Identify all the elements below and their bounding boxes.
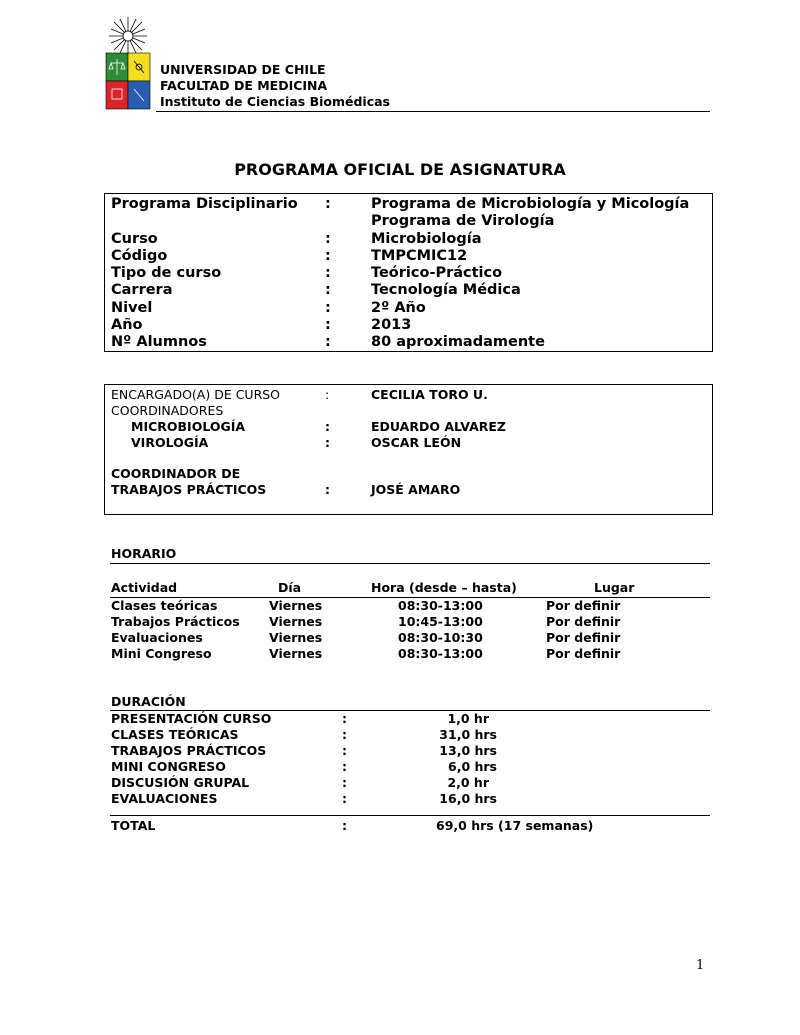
- duration-label: TRABAJOS PRÁCTICOS: [111, 743, 267, 758]
- schedule-cell: 08:30-10:30: [398, 630, 483, 645]
- page-title: PROGRAMA OFICIAL DE ASIGNATURA: [234, 160, 566, 179]
- schedule-cell: Evaluaciones: [111, 630, 203, 645]
- duration-label: CLASES TEÓRICAS: [111, 727, 239, 742]
- viro-label: VIROLOGÍA: [131, 435, 209, 450]
- info-label: Curso: [111, 231, 158, 247]
- schedule-cell: Por definir: [546, 646, 621, 661]
- schedule-cell: 10:45-13:00: [398, 614, 483, 629]
- duration-sep: :: [342, 791, 347, 806]
- schedule-cell: Trabajos Prácticos: [111, 614, 240, 629]
- faculty-name: FACULTAD DE MEDICINA: [160, 78, 328, 93]
- schedule-cell: 08:30-13:00: [398, 598, 483, 613]
- total-value: 69,0 hrs (17 semanas): [436, 818, 594, 833]
- page-number: 1: [696, 958, 705, 973]
- micro-sep: :: [325, 419, 330, 434]
- schedule-cell: Por definir: [546, 614, 621, 629]
- duration-value: 13,0 hrs: [439, 743, 497, 758]
- info-sep: :: [325, 300, 331, 316]
- schedule-cell: Por definir: [546, 630, 621, 645]
- schedule-cell: Mini Congreso: [111, 646, 212, 661]
- duration-label: DISCUSIÓN GRUPAL: [111, 775, 250, 790]
- institute-name: Instituto de Ciencias Biomédicas: [160, 94, 390, 109]
- info-label: Código: [111, 248, 168, 264]
- encargado-label: ENCARGADO(A) DE CURSO: [111, 387, 281, 402]
- tp-sep: :: [325, 482, 330, 497]
- duration-heading: DURACIÓN: [111, 694, 186, 709]
- schedule-heading-rule: [110, 563, 710, 564]
- duration-sep: :: [342, 711, 347, 726]
- info-value: Teórico-Práctico: [371, 265, 503, 281]
- encargado-sep: :: [325, 387, 330, 402]
- schedule-cell: Clases teóricas: [111, 598, 218, 613]
- duration-value: 2,0 hr: [447, 775, 489, 790]
- viro-value: OSCAR LEÓN: [371, 435, 462, 450]
- micro-label: MICROBIOLOGÍA: [131, 419, 246, 434]
- schedule-col-header: Actividad: [111, 580, 178, 595]
- duration-label: EVALUACIONES: [111, 791, 218, 806]
- schedule-cell: Viernes: [269, 646, 323, 661]
- info-sep: :: [325, 282, 331, 298]
- info-sep: :: [325, 231, 331, 247]
- encargado-value: CECILIA TORO U.: [371, 387, 488, 402]
- university-name: UNIVERSIDAD DE CHILE: [160, 62, 326, 77]
- duration-sep: :: [342, 743, 347, 758]
- schedule-col-header: Día: [278, 580, 302, 595]
- university-logo: [104, 15, 152, 111]
- total-label: TOTAL: [111, 818, 156, 833]
- duration-label: MINI CONGRESO: [111, 759, 226, 774]
- info-label: Tipo de curso: [111, 265, 222, 281]
- info-value: Microbiología: [371, 231, 482, 247]
- info-sep: :: [325, 248, 331, 264]
- info-sep: :: [325, 265, 331, 281]
- duration-sep: :: [342, 775, 347, 790]
- duration-label: PRESENTACIÓN CURSO: [111, 711, 272, 726]
- info-value: Tecnología Médica: [371, 282, 521, 298]
- info-label: Carrera: [111, 282, 173, 298]
- info-value: TMPCMIC12: [371, 248, 468, 264]
- info-sep: :: [325, 334, 331, 350]
- schedule-col-header: Hora (desde – hasta): [371, 580, 517, 595]
- info-sep: :: [325, 317, 331, 333]
- total-sep: :: [342, 818, 347, 833]
- info-value: Programa de Virología: [371, 213, 555, 229]
- schedule-heading: HORARIO: [111, 546, 177, 561]
- info-label: Nº Alumnos: [111, 334, 207, 350]
- schedule-cell: 08:30-13:00: [398, 646, 483, 661]
- total-rule: [110, 815, 710, 816]
- schedule-cell: Viernes: [269, 598, 323, 613]
- info-label: Programa Disciplinario: [111, 196, 298, 212]
- tp-label-2: TRABAJOS PRÁCTICOS: [111, 482, 267, 497]
- viro-sep: :: [325, 435, 330, 450]
- staff-box: [104, 384, 713, 515]
- duration-value: 1,0 hr: [447, 711, 489, 726]
- duration-sep: :: [342, 727, 347, 742]
- header-rule: [156, 111, 710, 112]
- duration-value: 16,0 hrs: [439, 791, 497, 806]
- coordinadores-label: COORDINADORES: [111, 403, 224, 418]
- star-icon: [109, 17, 147, 55]
- tp-label-1: COORDINADOR DE: [111, 466, 241, 481]
- tp-value: JOSÉ AMARO: [371, 482, 461, 497]
- schedule-cell: Por definir: [546, 598, 621, 613]
- course-info-box: [104, 193, 713, 352]
- duration-sep: :: [342, 759, 347, 774]
- schedule-cell: Viernes: [269, 614, 323, 629]
- info-sep: :: [325, 196, 331, 212]
- duration-value: 6,0 hrs: [448, 759, 497, 774]
- duration-value: 31,0 hrs: [439, 727, 497, 742]
- info-value: 2013: [371, 317, 412, 333]
- info-label: Año: [111, 317, 143, 333]
- micro-value: EDUARDO ALVAREZ: [371, 419, 506, 434]
- info-value: Programa de Microbiología y Micología: [371, 196, 690, 212]
- info-value: 2º Año: [371, 300, 426, 316]
- info-label: Nivel: [111, 300, 153, 316]
- schedule-col-header: Lugar: [594, 580, 635, 595]
- schedule-cell: Viernes: [269, 630, 323, 645]
- info-value: 80 aproximadamente: [371, 334, 545, 350]
